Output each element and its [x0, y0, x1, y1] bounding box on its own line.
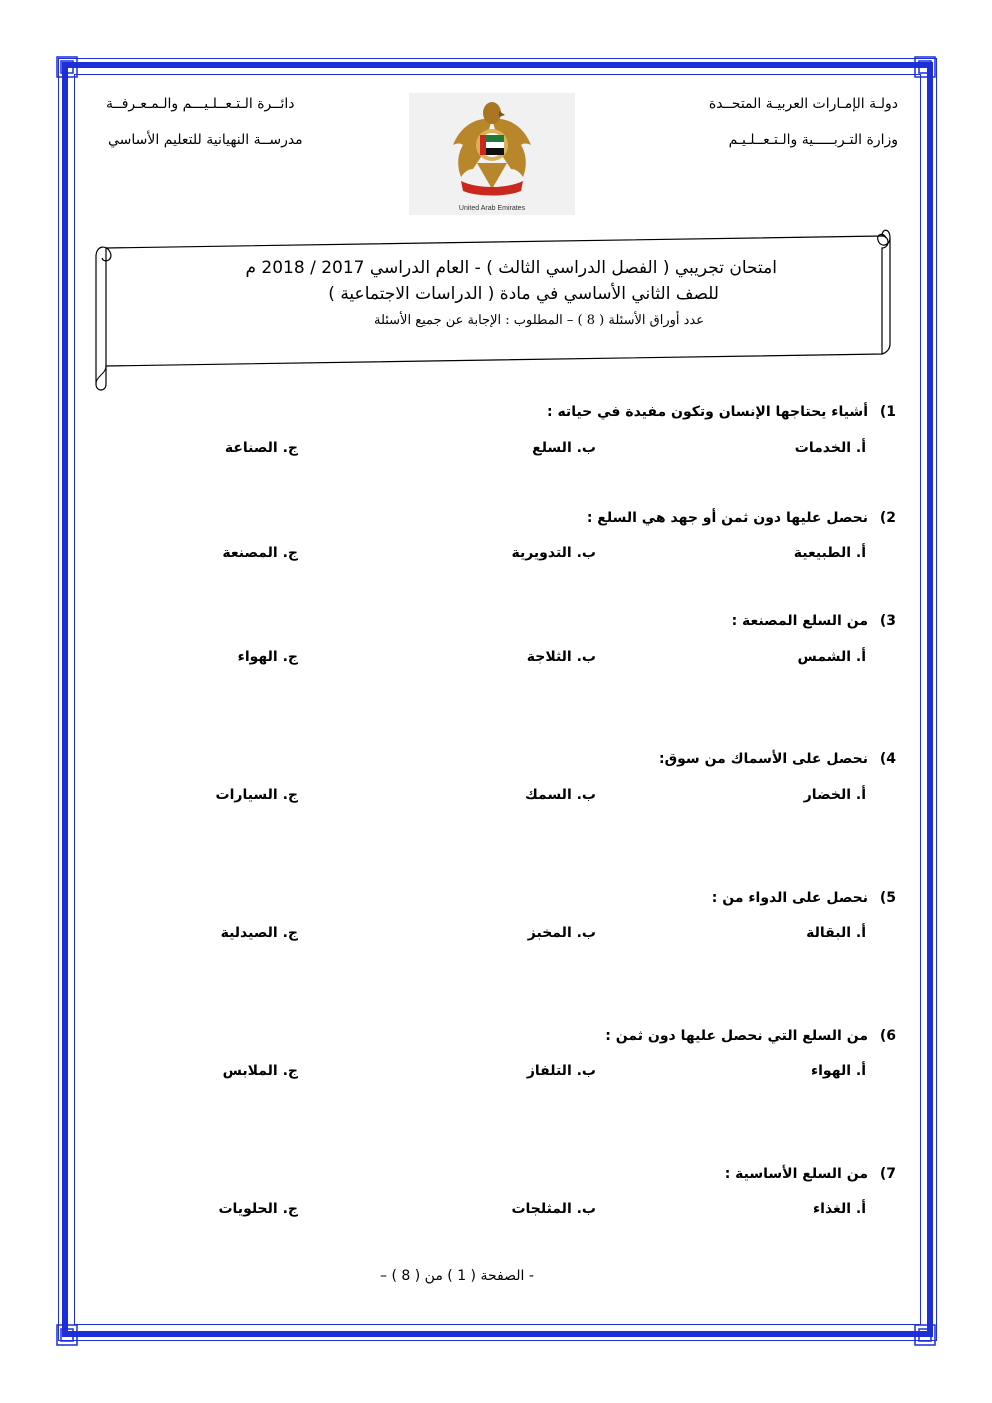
option-b[interactable]: ب. التدويرية: [511, 545, 596, 561]
title-scroll: [92, 226, 898, 396]
option-a[interactable]: أ. الخضار: [803, 787, 866, 803]
corner-ornament: [914, 56, 936, 78]
question: 3)من السلع المصنعة :: [731, 613, 896, 629]
corner-ornament: [56, 1324, 78, 1346]
exam-title: امتحان تجريبي ( الفصل الدراسي الثالث ) - العام الدراسي 2017 / 2018 م: [245, 258, 777, 278]
corner-ornament: [56, 56, 78, 78]
option-a[interactable]: أ. الخدمات: [794, 440, 866, 456]
option-b[interactable]: ب. الثلاجة: [526, 649, 596, 665]
question: 5)نحصل على الدواء من :: [711, 890, 896, 906]
exam-subject: للصف الثاني الأساسي في مادة ( الدراسات الاجتماعية ): [328, 284, 719, 304]
page-number: - الصفحة ( 1 ) من ( 8 ) –: [380, 1268, 534, 1284]
option-a[interactable]: أ. الشمس: [797, 649, 866, 665]
header-ministry: وزارة التـربـــــية والـتـعــلـيـم: [728, 132, 898, 148]
question: 2)نحصل عليها دون ثمن أو جهد هي السلع :: [586, 510, 896, 526]
option-c[interactable]: ج. السيارات: [215, 787, 298, 803]
question: 1)أشياء يحتاجها الإنسان وتكون مفيدة في حياته :: [546, 404, 896, 420]
header-school: مدرســة النهيانية للتعليم الأساسي: [108, 132, 303, 148]
question: 6)من السلع التي نحصل عليها دون ثمن :: [605, 1028, 896, 1044]
exam-instructions: عدد أوراق الأسئلة ( 8 ) – المطلوب : الإجابة عن جميع الأسئلة: [373, 313, 704, 328]
option-b[interactable]: ب. المخبز: [527, 925, 596, 941]
falcon-emblem-icon: [447, 97, 537, 203]
option-b[interactable]: ب. المثلجات: [511, 1201, 596, 1217]
option-c[interactable]: ج. المصنعة: [222, 545, 298, 561]
header-department: دائــرة الـتـعــلـيـــم والـمـعـرفــة: [106, 96, 295, 112]
option-c[interactable]: ج. الصناعة: [224, 440, 298, 456]
option-a[interactable]: أ. الطبيعية: [793, 545, 866, 561]
option-a[interactable]: أ. الغذاء: [813, 1201, 866, 1217]
option-c[interactable]: ج. الحلويات: [218, 1201, 298, 1217]
option-b[interactable]: ب. السمك: [525, 787, 596, 803]
option-b[interactable]: ب. التلفاز: [526, 1063, 596, 1079]
header-state: دولـة الإمـارات العربيـة المتحــدة: [708, 96, 898, 112]
option-c[interactable]: ج. الهواء: [237, 649, 298, 665]
emblem-caption: United Arab Emirates: [458, 205, 526, 212]
option-a[interactable]: أ. الهواء: [810, 1063, 866, 1079]
option-c[interactable]: ج. الملابس: [222, 1063, 298, 1079]
corner-ornament: [914, 1324, 936, 1346]
uae-emblem: [409, 93, 575, 215]
option-b[interactable]: ب. السلع: [532, 440, 596, 456]
question: 7)من السلع الأساسية :: [724, 1166, 896, 1182]
option-c[interactable]: ج. الصيدلية: [220, 925, 298, 941]
question: 4)نحصل على الأسماك من سوق:: [659, 751, 896, 767]
option-a[interactable]: أ. البقالة: [806, 925, 866, 941]
